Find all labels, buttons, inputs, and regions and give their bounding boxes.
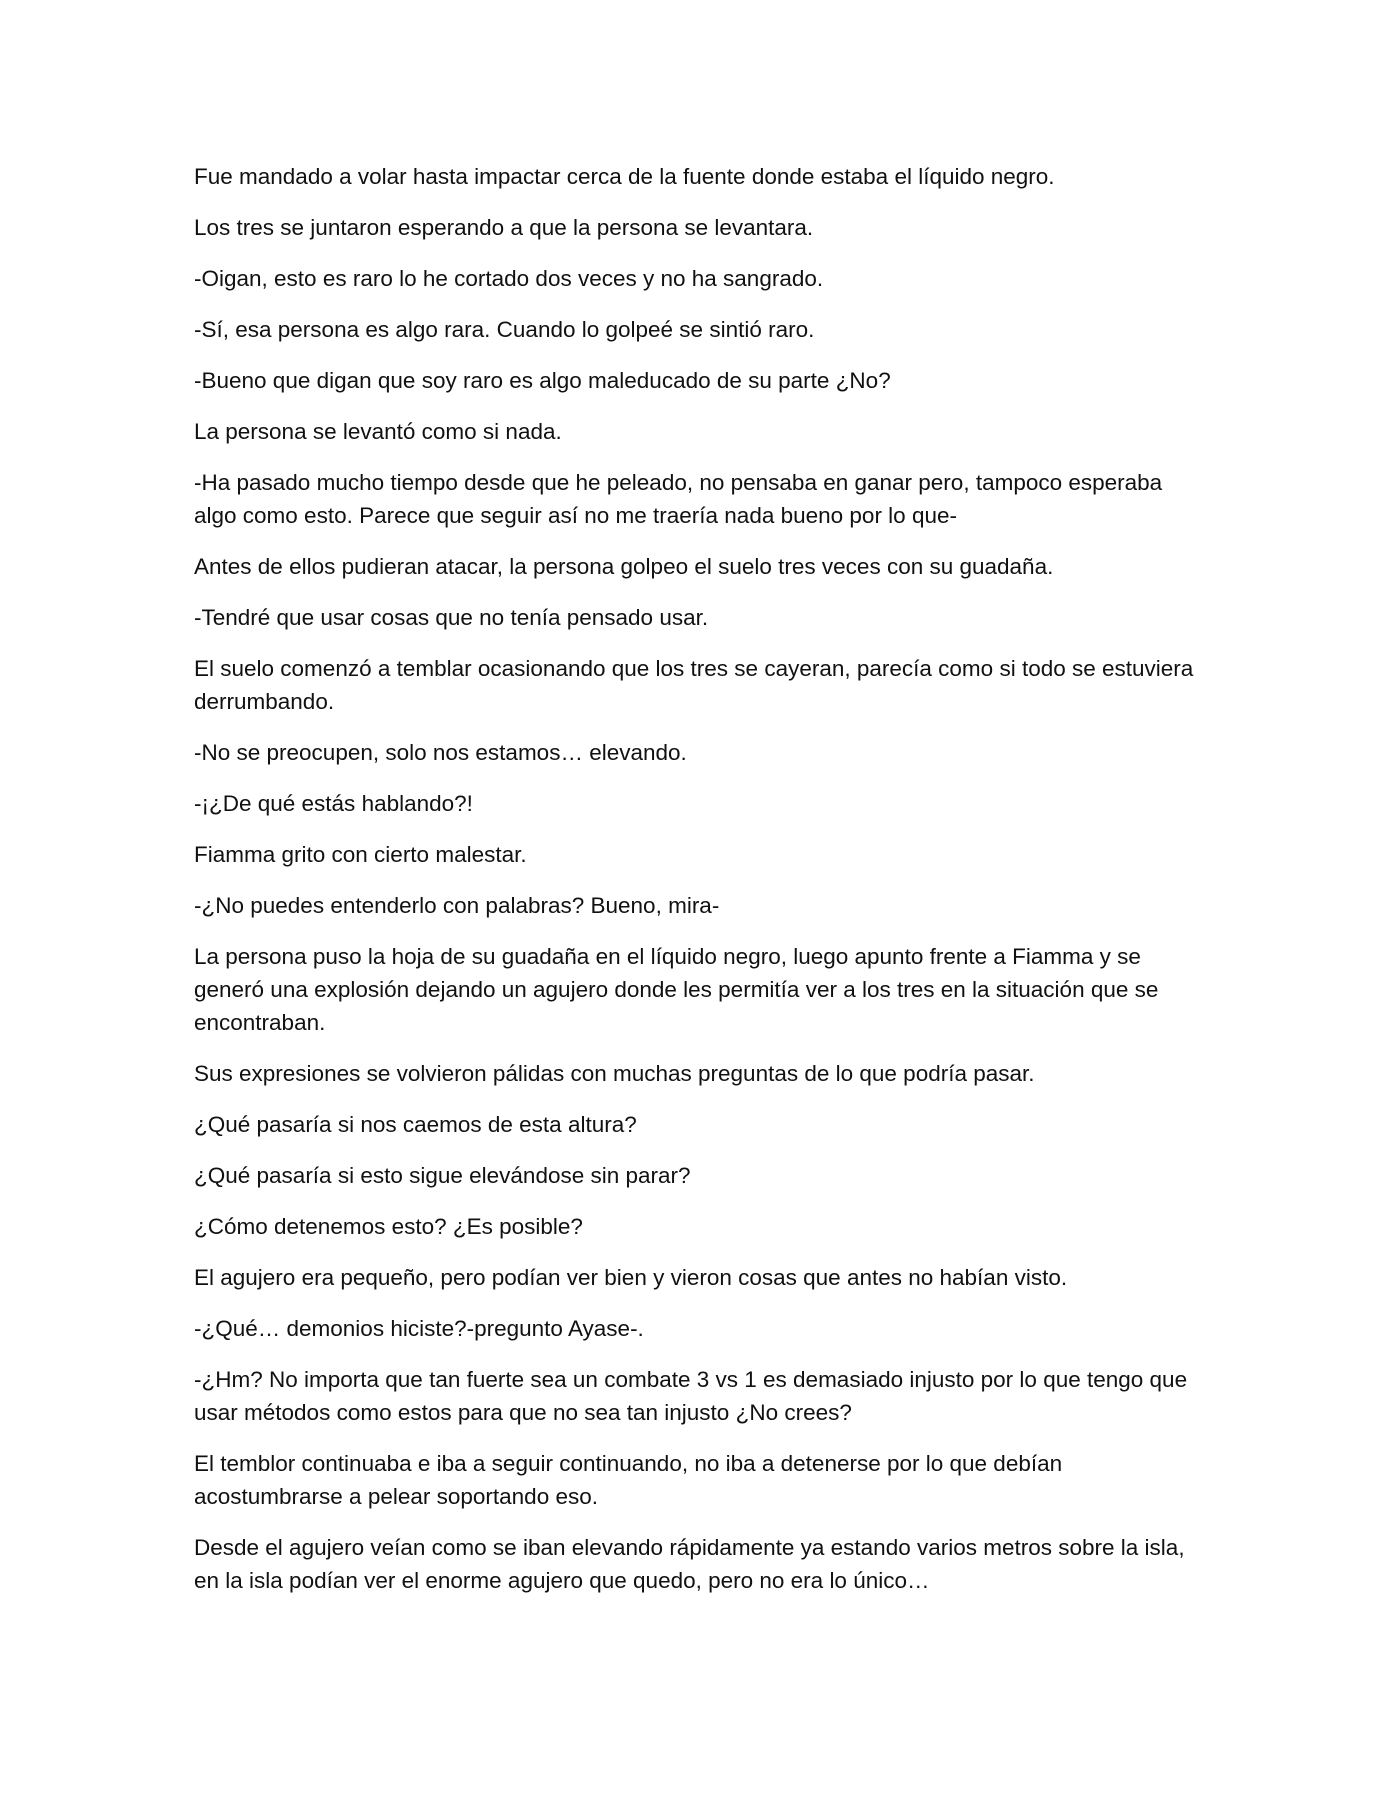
paragraph: Fiamma grito con cierto malestar. <box>194 842 527 867</box>
paragraph: El agujero era pequeño, pero podían ver bien y vieron cosas que antes no habían visto. <box>194 1265 1068 1290</box>
paragraph: -Tendré que usar cosas que no tenía pensado usar. <box>194 605 709 630</box>
paragraph: -¿No puedes entenderlo con palabras? Bueno, mira- <box>194 893 720 918</box>
paragraph: -Bueno que digan que soy raro es algo maleducado de su parte ¿No? <box>194 368 891 393</box>
paragraph: ¿Cómo detenemos esto? ¿Es posible? <box>194 1214 583 1239</box>
paragraph: -Sí, esa persona es algo rara. Cuando lo golpeé se sintió raro. <box>194 317 815 342</box>
paragraph: Fue mandado a volar hasta impactar cerca de la fuente donde estaba el líquido negro. <box>194 164 1055 189</box>
paragraph: La persona puso la hoja de su guadaña en el líquido negro, luego apunto frente a Fiamma y se generó una explosión dejando un agujero donde les permitía ver a los tres en la situación que se encontraban. <box>194 944 1159 1035</box>
paragraph: Los tres se juntaron esperando a que la persona se levantara. <box>194 215 814 240</box>
paragraph: -No se preocupen, solo nos estamos… elevando. <box>194 740 687 765</box>
paragraph: -¿Hm? No importa que tan fuerte sea un combate 3 vs 1 es demasiado injusto por lo que tengo que usar métodos como estos para que no sea tan injusto ¿No crees? <box>194 1367 1188 1425</box>
paragraph: -Ha pasado mucho tiempo desde que he peleado, no pensaba en ganar pero, tampoco esperaba algo como esto. Parece que seguir así no me traería nada bueno por lo que- <box>194 470 1163 528</box>
document-body <box>194 160 1210 1615</box>
paragraph: -¿Qué… demonios hiciste?-pregunto Ayase-. <box>194 1316 644 1341</box>
paragraph: Desde el agujero veían como se iban elevando rápidamente ya estando varios metros sobre la isla, en la isla podían ver el enorme agujero que quedo, pero no era lo único… <box>194 1535 1185 1593</box>
paragraph: La persona se levantó como si nada. <box>194 419 562 444</box>
paragraph: Antes de ellos pudieran atacar, la persona golpeo el suelo tres veces con su guadaña. <box>194 554 1054 579</box>
paragraph: El temblor continuaba e iba a seguir continuando, no iba a detenerse por lo que debían acostumbrarse a pelear soportando eso. <box>194 1451 1063 1509</box>
paragraph: ¿Qué pasaría si nos caemos de esta altura? <box>194 1112 637 1137</box>
paragraph: Sus expresiones se volvieron pálidas con muchas preguntas de lo que podría pasar. <box>194 1061 1035 1086</box>
paragraph: -Oigan, esto es raro lo he cortado dos veces y no ha sangrado. <box>194 266 824 291</box>
paragraph: ¿Qué pasaría si esto sigue elevándose sin parar? <box>194 1163 691 1188</box>
paragraph: -¡¿De qué estás hablando?! <box>194 791 473 816</box>
paragraph: El suelo comenzó a temblar ocasionando que los tres se cayeran, parecía como si todo se estuviera derrumbando. <box>194 656 1194 714</box>
